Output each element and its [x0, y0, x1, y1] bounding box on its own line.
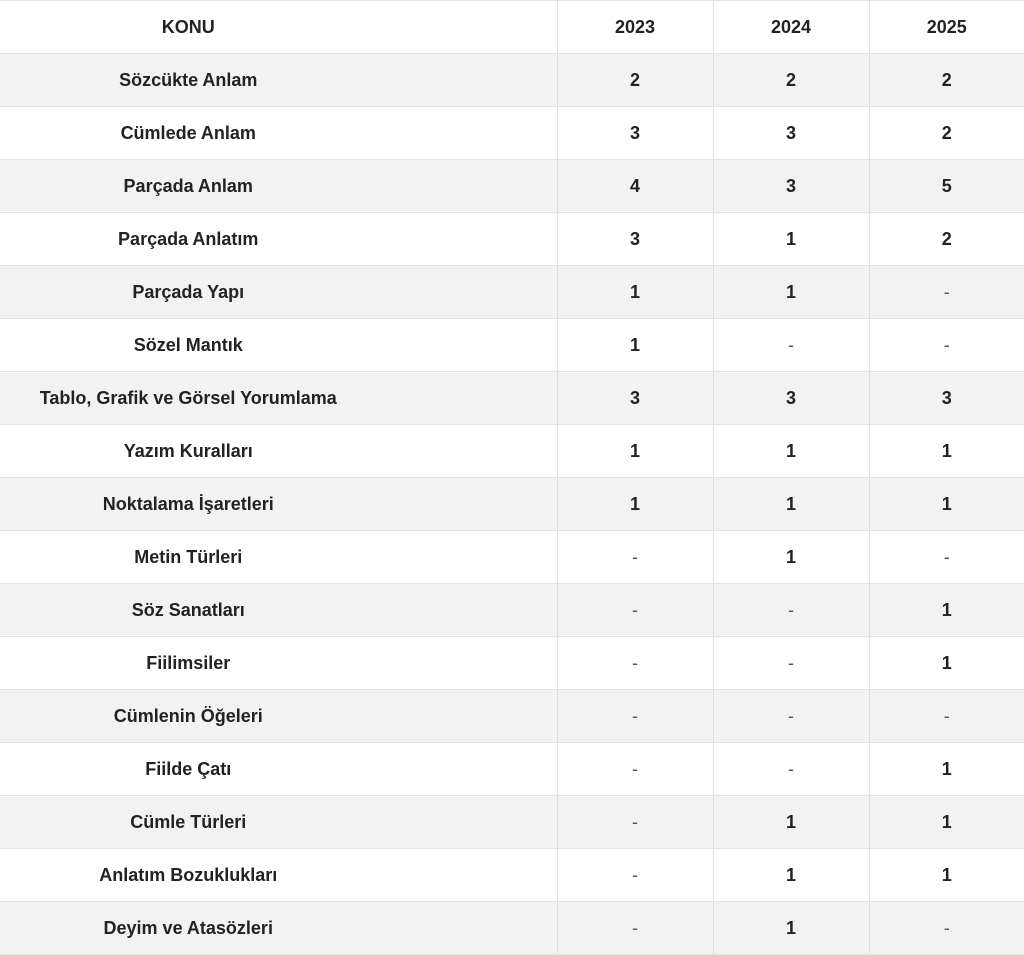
- topic-cell: Metin Türleri: [0, 531, 557, 584]
- table-row: [0, 319, 1024, 372]
- table-row: [0, 849, 1024, 902]
- table-row: [0, 478, 1024, 531]
- table-row: [0, 372, 1024, 425]
- value-2024-cell: 1: [713, 478, 869, 531]
- value-2024-cell: -: [713, 584, 869, 637]
- topic-cell: Cümlenin Öğeleri: [0, 690, 557, 743]
- value-2023-cell: 1: [557, 266, 713, 319]
- value-2023-cell: -: [557, 584, 713, 637]
- value-2024-cell: 1: [713, 266, 869, 319]
- value-2023-cell: -: [557, 796, 713, 849]
- value-2025-cell: 2: [869, 213, 1024, 266]
- topic-cell: Tablo, Grafik ve Görsel Yorumlama: [0, 372, 557, 425]
- table-row: [0, 425, 1024, 478]
- topic-cell: Anlatım Bozuklukları: [0, 849, 557, 902]
- value-2023-cell: 3: [557, 372, 713, 425]
- value-2025-cell: 2: [869, 54, 1024, 107]
- value-2025-cell: -: [869, 266, 1024, 319]
- table-row: [0, 160, 1024, 213]
- header-row: [0, 1, 1024, 54]
- table-row: [0, 213, 1024, 266]
- value-2025-cell: 1: [869, 584, 1024, 637]
- value-2024-cell: 1: [713, 531, 869, 584]
- value-2024-cell: -: [713, 319, 869, 372]
- table-row: [0, 531, 1024, 584]
- topic-cell: Parçada Anlam: [0, 160, 557, 213]
- value-2025-cell: -: [869, 531, 1024, 584]
- value-2023-cell: -: [557, 902, 713, 955]
- table-row: [0, 54, 1024, 107]
- topic-cell: Parçada Anlatım: [0, 213, 557, 266]
- value-2023-cell: 1: [557, 319, 713, 372]
- value-2024-cell: 1: [713, 902, 869, 955]
- value-2024-cell: 1: [713, 849, 869, 902]
- value-2023-cell: 3: [557, 107, 713, 160]
- table-row: [0, 690, 1024, 743]
- topic-cell: Deyim ve Atasözleri: [0, 902, 557, 955]
- table-row: [0, 743, 1024, 796]
- topic-cell: Sözcükte Anlam: [0, 54, 557, 107]
- table-row: [0, 902, 1024, 955]
- table-row: [0, 107, 1024, 160]
- value-2025-cell: 3: [869, 372, 1024, 425]
- value-2025-cell: 1: [869, 478, 1024, 531]
- value-2024-cell: 3: [713, 372, 869, 425]
- value-2025-cell: -: [869, 690, 1024, 743]
- value-2023-cell: 1: [557, 478, 713, 531]
- value-2023-cell: -: [557, 743, 713, 796]
- value-2025-cell: 2: [869, 107, 1024, 160]
- value-2025-cell: 1: [869, 849, 1024, 902]
- value-2023-cell: 4: [557, 160, 713, 213]
- value-2024-cell: 1: [713, 796, 869, 849]
- topic-cell: Fiilimsiler: [0, 637, 557, 690]
- column-header-2024: 2024: [713, 1, 869, 54]
- value-2025-cell: 1: [869, 796, 1024, 849]
- column-header-2023: 2023: [557, 1, 713, 54]
- value-2025-cell: 1: [869, 425, 1024, 478]
- value-2024-cell: 3: [713, 160, 869, 213]
- topic-cell: Cümlede Anlam: [0, 107, 557, 160]
- value-2025-cell: 5: [869, 160, 1024, 213]
- value-2025-cell: -: [869, 902, 1024, 955]
- value-2024-cell: -: [713, 690, 869, 743]
- value-2025-cell: 1: [869, 743, 1024, 796]
- value-2024-cell: -: [713, 637, 869, 690]
- value-2024-cell: 1: [713, 425, 869, 478]
- value-2023-cell: -: [557, 849, 713, 902]
- table-row: [0, 266, 1024, 319]
- topic-cell: Noktalama İşaretleri: [0, 478, 557, 531]
- topic-cell: Söz Sanatları: [0, 584, 557, 637]
- table-row: [0, 584, 1024, 637]
- value-2025-cell: 1: [869, 637, 1024, 690]
- value-2024-cell: 1: [713, 213, 869, 266]
- topic-cell: Sözel Mantık: [0, 319, 557, 372]
- topic-cell: Fiilde Çatı: [0, 743, 557, 796]
- value-2023-cell: -: [557, 690, 713, 743]
- table-row: [0, 637, 1024, 690]
- column-header-konu: KONU: [0, 1, 557, 54]
- value-2023-cell: 2: [557, 54, 713, 107]
- column-header-2025: 2025: [869, 1, 1024, 54]
- value-2023-cell: -: [557, 637, 713, 690]
- topic-cell: Parçada Yapı: [0, 266, 557, 319]
- value-2024-cell: -: [713, 743, 869, 796]
- topic-cell: Yazım Kuralları: [0, 425, 557, 478]
- value-2023-cell: -: [557, 531, 713, 584]
- table-body: [0, 54, 1024, 955]
- table-row: [0, 796, 1024, 849]
- value-2023-cell: 1: [557, 425, 713, 478]
- value-2024-cell: 2: [713, 54, 869, 107]
- value-2023-cell: 3: [557, 213, 713, 266]
- value-2025-cell: -: [869, 319, 1024, 372]
- topic-cell: Cümle Türleri: [0, 796, 557, 849]
- value-2024-cell: 3: [713, 107, 869, 160]
